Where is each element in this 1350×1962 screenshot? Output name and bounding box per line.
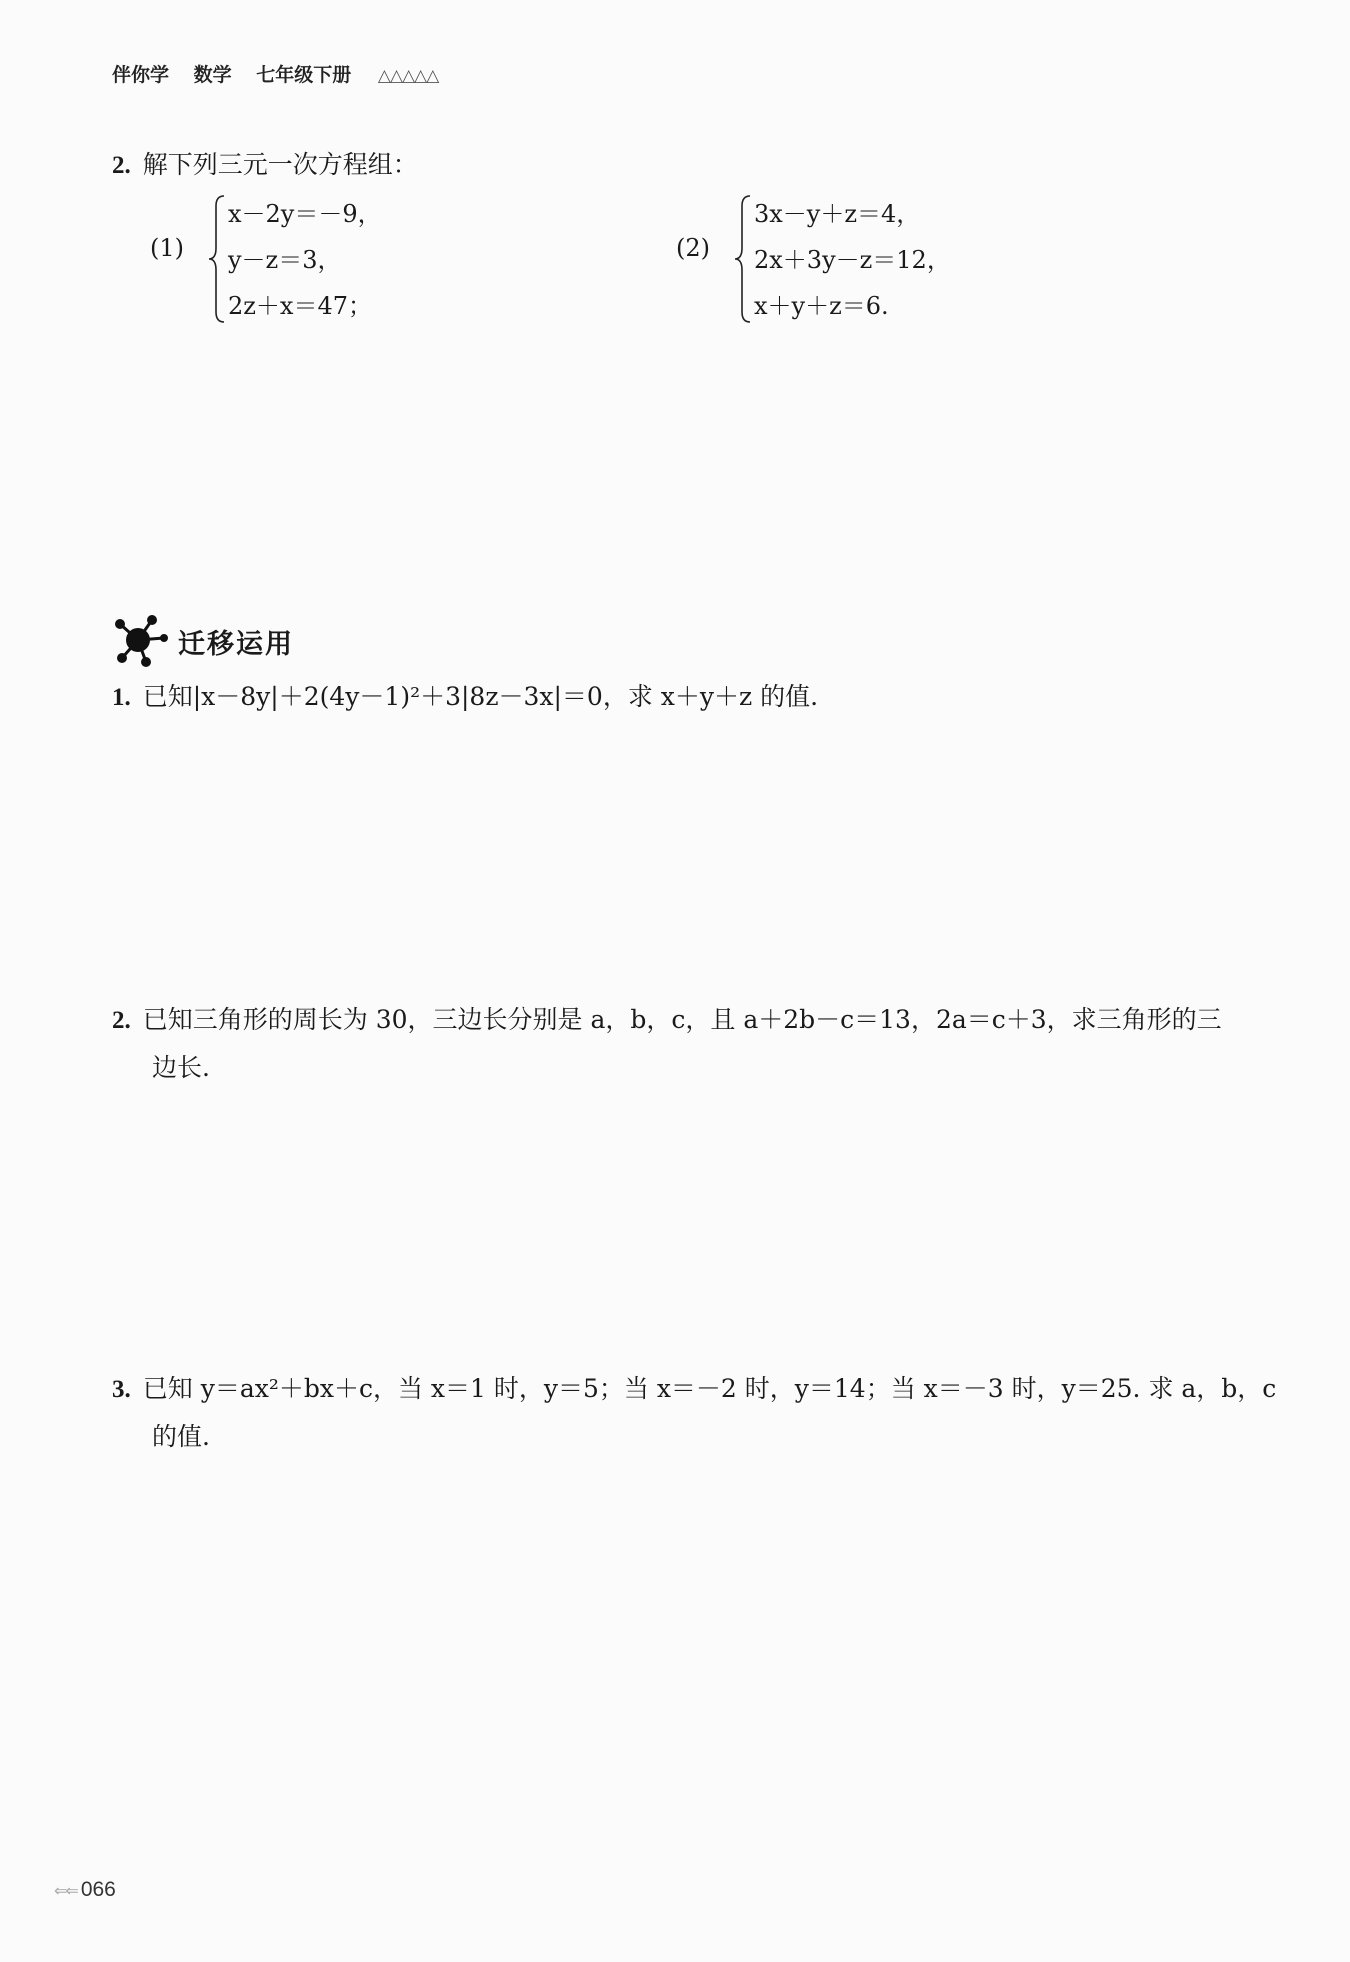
equation-system-2: [676, 192, 1076, 332]
molecule-icon: [112, 614, 172, 670]
page-number: 066: [80, 1878, 116, 1901]
question-text: 解下列三元一次方程组：: [142, 150, 418, 179]
subject: 数学: [193, 64, 232, 86]
question-text: 已知|x－8y|＋2(4y－1)²＋3|8z－3x|＝0，求 x＋y＋z 的值.: [142, 682, 819, 711]
question-text-continued: 的值.: [152, 1422, 210, 1451]
question-text: 已知三角形的周长为 30，三边长分别是 a，b，c，且 a＋2b－c＝13，2a＝c＋3，求三角形的三: [142, 1005, 1222, 1034]
section-heading: [112, 614, 294, 674]
question-number: 1.: [112, 684, 131, 711]
equation: 2x＋3y－z＝12，: [754, 246, 951, 274]
brace-icon: [732, 192, 754, 326]
grade: 七年级下册: [256, 64, 352, 86]
equation-system-1: [150, 192, 550, 332]
application-question-2: [112, 999, 1222, 1042]
equation: x＋y＋z＝6.: [754, 292, 889, 320]
system-label: (1): [150, 234, 184, 262]
book-title: 伴你学: [112, 64, 170, 86]
equation: y－z＝3，: [228, 246, 342, 274]
equation: 3x－y＋z＝4，: [754, 200, 921, 228]
question-2-top: [112, 144, 418, 187]
system-label: (2): [676, 234, 710, 262]
brace-icon: [206, 192, 228, 326]
page-header: [112, 60, 456, 87]
equation: 2z＋x＝47；: [228, 292, 372, 320]
section-title: 迁移运用: [178, 629, 294, 660]
application-question-1: [112, 676, 818, 719]
equation: x－2y＝－9，: [228, 200, 382, 228]
question-text-continued: 边长.: [152, 1053, 210, 1082]
arrow-icon: ⇐⇐: [54, 1883, 77, 1900]
question-number: 2.: [112, 1007, 131, 1034]
difficulty-triangles: △△△△△: [377, 66, 439, 86]
page-footer: [54, 1878, 116, 1902]
question-number: 2.: [112, 152, 131, 179]
question-number: 3.: [112, 1376, 131, 1403]
application-question-3: [112, 1368, 1276, 1411]
question-text: 已知 y＝ax²＋bx＋c，当 x＝1 时，y＝5；当 x＝－2 时，y＝14；当 x＝－3 时，y＝25. 求 a，b，c: [142, 1374, 1277, 1403]
